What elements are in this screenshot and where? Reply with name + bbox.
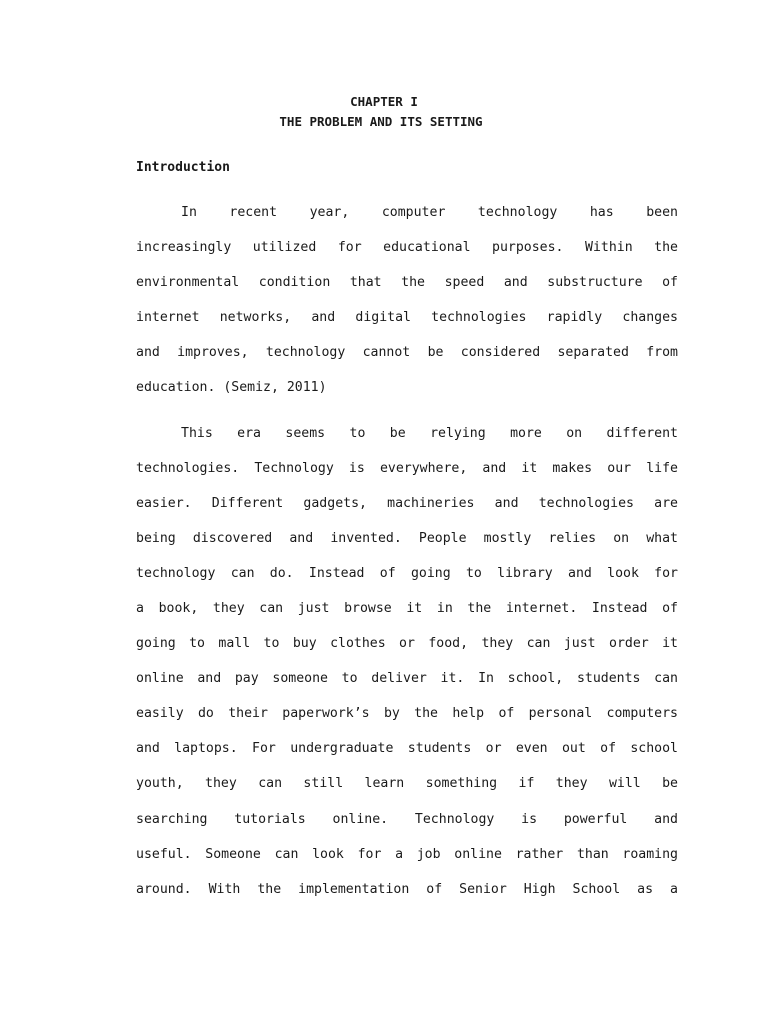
chapter-title: THE PROBLEM AND ITS SETTING xyxy=(279,114,483,129)
paragraph-line: increasingly utilized for educational purposes. Within the xyxy=(136,240,678,255)
chapter-heading: CHAPTER I xyxy=(350,94,418,109)
paragraph-line: useful. Someone can look for a job online rather than roaming xyxy=(136,847,678,862)
paragraph-line: This era seems to be relying more on different xyxy=(181,426,678,441)
paragraph-line: education. (Semiz, 2011) xyxy=(136,380,327,395)
paragraph-line: around. With the implementation of Senior High School as a xyxy=(136,882,678,897)
paragraph-line: environmental condition that the speed and substructure of xyxy=(136,275,678,290)
section-title: Introduction xyxy=(136,160,230,175)
paragraph-line: online and pay someone to deliver it. In school, students can xyxy=(136,671,678,686)
paragraph-line: and improves, technology cannot be considered separated from xyxy=(136,345,678,360)
paragraph-line: In recent year, computer technology has been xyxy=(181,205,678,220)
paragraph-line: searching tutorials online. Technology is powerful and xyxy=(136,812,678,827)
paragraph-line: internet networks, and digital technologies rapidly changes xyxy=(136,310,678,325)
paragraph-line: going to mall to buy clothes or food, they can just order it xyxy=(136,636,678,651)
paragraph-line: technology can do. Instead of going to library and look for xyxy=(136,566,678,581)
paragraph-line: and laptops. For undergraduate students or even out of school xyxy=(136,741,678,756)
paragraph-line: youth, they can still learn something if they will be xyxy=(136,776,678,791)
paragraph-line: technologies. Technology is everywhere, and it makes our life xyxy=(136,461,678,476)
paragraph-line: easier. Different gadgets, machineries and technologies are xyxy=(136,496,678,511)
paragraph-line: easily do their paperwork’s by the help of personal computers xyxy=(136,706,678,721)
paragraph-line: being discovered and invented. People mostly relies on what xyxy=(136,531,678,546)
paragraph-line: a book, they can just browse it in the internet. Instead of xyxy=(136,601,678,616)
